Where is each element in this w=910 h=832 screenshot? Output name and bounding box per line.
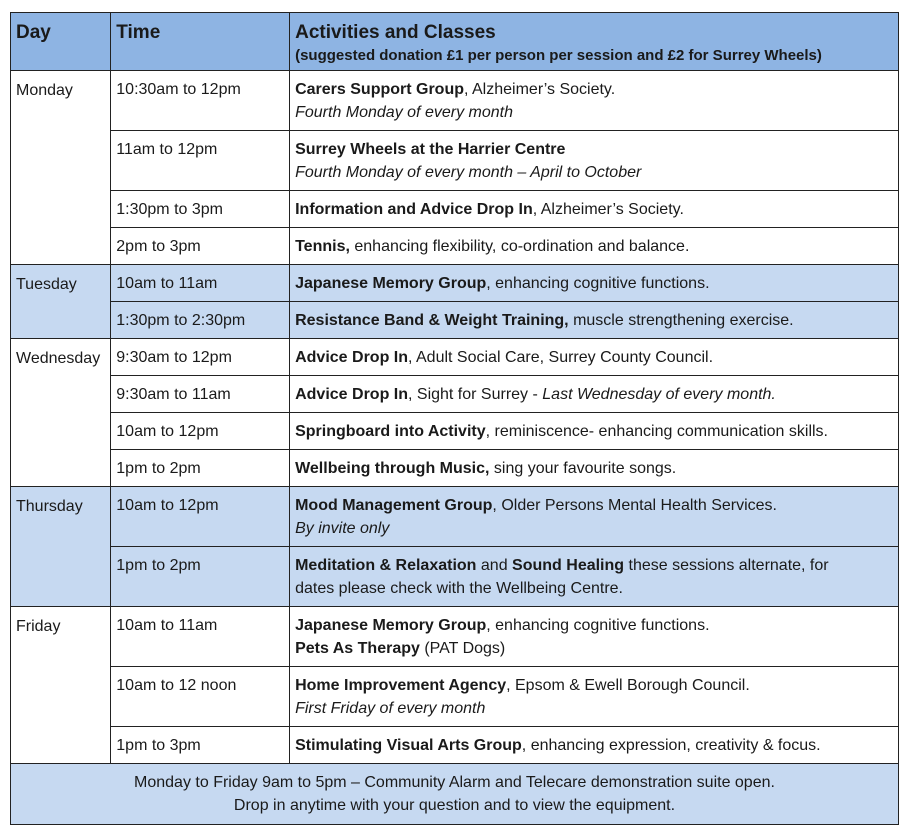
schedule-table <box>10 12 899 825</box>
schedule-row <box>11 191 899 228</box>
schedule-row <box>11 131 899 191</box>
activity-schedule-note: First Friday of every month <box>295 700 486 717</box>
activity-cell <box>290 450 899 487</box>
activity-line <box>295 494 893 517</box>
activity-line <box>295 235 893 258</box>
activity-detail: , Alzheimer’s Society. <box>464 81 616 98</box>
activity-line <box>295 734 893 757</box>
time-cell: 1:30pm to 2:30pm <box>111 302 290 339</box>
schedule-row <box>11 71 899 131</box>
time-cell: 1pm to 2pm <box>111 450 290 487</box>
footer-note <box>11 764 899 825</box>
footer-line-1: Monday to Friday 9am to 5pm – Community Alarm and Telecare demonstration suite open. <box>134 774 775 791</box>
time-cell: 10am to 12 noon <box>111 667 290 727</box>
footer-line-2: Drop in anytime with your question and to view the equipment. <box>233 797 676 814</box>
activity-cell <box>290 265 899 302</box>
activity-detail: (PAT Dogs) <box>419 640 506 657</box>
activity-name: Resistance Band & Weight Training, <box>295 312 569 329</box>
activity-line <box>295 383 893 406</box>
header-row <box>11 13 899 71</box>
activity-line <box>295 554 893 577</box>
activity-line <box>295 420 893 443</box>
activity-detail: , Adult Social Care, Surrey County Council. <box>408 349 714 366</box>
time-cell: 10:30am to 12pm <box>111 71 290 131</box>
activity-detail: and <box>476 557 513 574</box>
activity-cell <box>290 727 899 764</box>
activity-line <box>295 138 893 161</box>
activity-cell <box>290 71 899 131</box>
activity-line <box>295 161 893 184</box>
time-cell: 1pm to 3pm <box>111 727 290 764</box>
schedule-row <box>11 265 899 302</box>
activity-detail: , enhancing cognitive functions. <box>486 617 710 634</box>
activity-cell <box>290 487 899 547</box>
schedule-row <box>11 607 899 667</box>
schedule-row <box>11 547 899 607</box>
schedule-body <box>11 71 899 764</box>
activity-line <box>295 674 893 697</box>
time-cell: 11am to 12pm <box>111 131 290 191</box>
activity-detail: , enhancing cognitive functions. <box>486 275 710 292</box>
activity-cell <box>290 191 899 228</box>
activity-line <box>295 272 893 295</box>
activity-detail: , Older Persons Mental Health Services. <box>492 497 777 514</box>
activity-line <box>295 78 893 101</box>
activity-name: Tennis, <box>295 238 350 255</box>
activity-line <box>295 101 893 124</box>
activity-detail: dates please check with the Wellbeing Centre. <box>295 580 623 597</box>
schedule-row <box>11 413 899 450</box>
activity-detail: muscle strengthening exercise. <box>568 312 794 329</box>
schedule-row <box>11 727 899 764</box>
activity-name: Meditation & Relaxation <box>295 557 477 574</box>
activity-name: Mood Management Group <box>295 497 493 514</box>
activity-schedule-note: Fourth Monday of every month – April to October <box>295 164 642 181</box>
time-cell: 1:30pm to 3pm <box>111 191 290 228</box>
activity-name: Japanese Memory Group <box>295 275 487 292</box>
activity-cell <box>290 667 899 727</box>
activity-detail: enhancing flexibility, co-ordination and balance. <box>349 238 690 255</box>
activity-cell <box>290 228 899 265</box>
time-cell: 10am to 12pm <box>111 487 290 547</box>
activity-detail: , Sight for Surrey - <box>408 386 543 403</box>
activity-line <box>295 198 893 221</box>
activity-cell <box>290 131 899 191</box>
activity-name: Stimulating Visual Arts Group <box>295 737 522 754</box>
header-donation-note: (suggested donation £1 per person per session and £2 for Surrey Wheels) <box>295 47 822 64</box>
activity-detail: , Alzheimer’s Society. <box>532 201 684 218</box>
activity-cell <box>290 547 899 607</box>
time-cell: 9:30am to 11am <box>111 376 290 413</box>
activity-name: Advice Drop In <box>295 349 408 366</box>
activity-detail: sing your favourite songs. <box>489 460 677 477</box>
time-cell: 1pm to 2pm <box>111 547 290 607</box>
footer-row <box>11 764 899 825</box>
day-cell: Thursday <box>11 487 111 607</box>
activity-name: Home Improvement Agency <box>295 677 507 694</box>
activity-detail: these sessions alternate, for <box>624 557 829 574</box>
schedule-row <box>11 376 899 413</box>
activity-line <box>295 457 893 480</box>
header-time: Time <box>111 13 290 71</box>
activity-name: Sound Healing <box>512 557 625 574</box>
schedule-row <box>11 339 899 376</box>
activity-detail: , reminiscence- enhancing communication skills. <box>485 423 828 440</box>
activity-name: Japanese Memory Group <box>295 617 487 634</box>
time-cell: 10am to 11am <box>111 265 290 302</box>
schedule-row <box>11 450 899 487</box>
activity-cell <box>290 607 899 667</box>
schedule-row <box>11 228 899 265</box>
activity-schedule-note: Fourth Monday of every month <box>295 104 513 121</box>
schedule-row <box>11 667 899 727</box>
activity-line <box>295 517 893 540</box>
header-activities <box>290 13 899 71</box>
activity-line <box>295 309 893 332</box>
activity-name: Springboard into Activity <box>295 423 486 440</box>
activity-name: Carers Support Group <box>295 81 464 98</box>
activity-line <box>295 637 893 660</box>
activity-cell <box>290 376 899 413</box>
time-cell: 9:30am to 12pm <box>111 339 290 376</box>
activity-name: Advice Drop In <box>295 386 408 403</box>
activity-cell <box>290 339 899 376</box>
time-cell: 10am to 11am <box>111 607 290 667</box>
activity-line <box>295 346 893 369</box>
activity-cell <box>290 302 899 339</box>
header-activities-title: Activities and Classes <box>295 22 496 43</box>
activity-line <box>295 697 893 720</box>
header-day: Day <box>11 13 111 71</box>
activity-name: Wellbeing through Music, <box>295 460 490 477</box>
day-cell: Wednesday <box>11 339 111 487</box>
activity-schedule-note: Last Wednesday of every month. <box>542 386 776 403</box>
activity-name: Information and Advice Drop In <box>295 201 533 218</box>
time-cell: 2pm to 3pm <box>111 228 290 265</box>
day-cell: Monday <box>11 71 111 265</box>
activity-line <box>295 577 893 600</box>
activity-detail: , Epsom & Ewell Borough Council. <box>506 677 750 694</box>
schedule-row <box>11 487 899 547</box>
activity-schedule-note: By invite only <box>295 520 390 537</box>
activity-line <box>295 614 893 637</box>
activity-name: Surrey Wheels at the Harrier Centre <box>295 141 566 158</box>
activity-detail: , enhancing expression, creativity & focus. <box>521 737 821 754</box>
day-cell: Friday <box>11 607 111 764</box>
activity-cell <box>290 413 899 450</box>
time-cell: 10am to 12pm <box>111 413 290 450</box>
day-cell: Tuesday <box>11 265 111 339</box>
activity-name: Pets As Therapy <box>295 640 420 657</box>
schedule-row <box>11 302 899 339</box>
